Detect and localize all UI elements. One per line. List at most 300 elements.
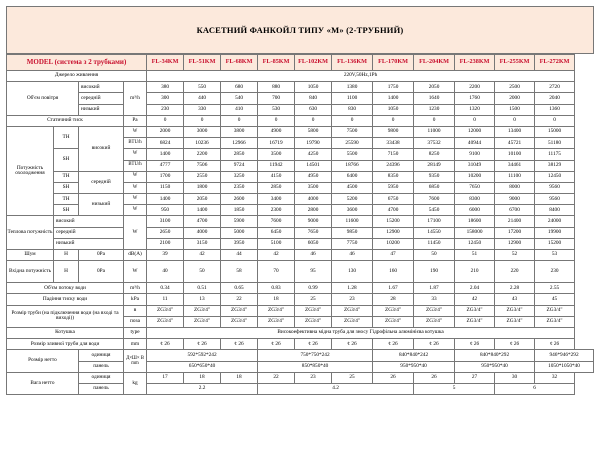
value-cell: 4900 — [258, 126, 295, 137]
size-value: 840*840*292 — [455, 350, 535, 361]
value-cell: 630 — [295, 104, 332, 115]
value-cell: 11942 — [258, 160, 295, 171]
drain-pipe-label: Розмір зливної труби для води — [7, 339, 124, 350]
unit-cell: BTU/h — [124, 160, 147, 171]
heating-row — [7, 238, 594, 249]
net-size-label: Розмір нетто — [7, 350, 79, 372]
value-cell: 1800 — [184, 182, 221, 193]
value-cell: ZG3/4" — [147, 316, 184, 327]
value-cell: 700 — [258, 93, 295, 104]
value-cell: 11000 — [414, 126, 455, 137]
value-cell: 4000 — [184, 227, 221, 238]
direction-label: в — [124, 305, 147, 316]
value-cell: 0 — [221, 115, 258, 126]
value-cell: 12900 — [495, 238, 535, 249]
value-cell: ZG3/4" — [147, 305, 184, 316]
power-supply-label: Джерело живлення — [7, 71, 147, 82]
value-cell: 17200 — [495, 227, 535, 238]
cooling-row — [7, 194, 594, 205]
unit-cell: W — [124, 126, 147, 137]
value-cell: 42 — [258, 250, 295, 261]
spec-table — [6, 54, 594, 395]
value-cell: 1100 — [332, 93, 373, 104]
value-cell: 5450 — [414, 205, 455, 216]
weight-value: 25 — [332, 372, 373, 383]
unit-cell: Pa — [124, 115, 147, 126]
value-cell: 0 — [147, 115, 184, 126]
value-cell: 0.34 — [147, 283, 184, 294]
pressure-label: 0Pa — [79, 261, 124, 283]
value-cell: 5900 — [221, 216, 258, 227]
unit-cell: Д×Ш× В mm — [124, 350, 147, 372]
value-cell: 19900 — [535, 227, 575, 238]
value-cell: 21400 — [495, 216, 535, 227]
value-cell: 28 — [373, 294, 414, 305]
value-cell: 15200 — [535, 238, 575, 249]
value-cell: ZG3/4" — [414, 316, 455, 327]
unit-cell: kPa — [124, 294, 147, 305]
value-cell: 44 — [221, 250, 258, 261]
weight-value: 17 — [147, 372, 184, 383]
value-cell: 2200 — [184, 149, 221, 160]
unit-cell: W — [124, 261, 147, 283]
value-cell: 0 — [295, 115, 332, 126]
model-name: FL-238KM — [455, 55, 495, 71]
value-cell: 18766 — [332, 160, 373, 171]
value-cell: 680 — [221, 82, 258, 93]
value-cell: 2000 — [147, 126, 184, 137]
value-cell: ¢ 26 — [455, 339, 495, 350]
value-cell: 3250 — [221, 171, 258, 182]
value-cell: 24396 — [373, 160, 414, 171]
value-cell: 1050 — [295, 82, 332, 93]
value-cell: 95 — [295, 261, 332, 283]
value-cell: 300 — [147, 93, 184, 104]
value-cell: 11100 — [495, 171, 535, 182]
value-cell: ZG3/4" — [184, 316, 221, 327]
weight-value: 5 — [414, 383, 495, 394]
value-cell: 190 — [414, 261, 455, 283]
value-cell: 40 — [147, 261, 184, 283]
unit-cell: W — [124, 149, 147, 160]
value-cell: 7150 — [373, 149, 414, 160]
value-cell: 1230 — [414, 104, 455, 115]
value-cell: 10200 — [455, 171, 495, 182]
value-cell: 0.83 — [258, 283, 295, 294]
value-cell: ZG3/4" — [373, 305, 414, 316]
value-cell: ¢ 26 — [184, 339, 221, 350]
unit-cell: m³/h — [124, 82, 147, 116]
net-weight-row — [7, 372, 594, 383]
coil-value: Високоефективна мідна труба для зносу Гідрофільна алюмінієва котушка — [147, 327, 575, 338]
value-cell: 8250 — [414, 149, 455, 160]
value-cell: 33438 — [373, 138, 414, 149]
value-cell: 0.51 — [184, 283, 221, 294]
value-cell: 18600 — [455, 216, 495, 227]
size-value: 950*950*40 — [373, 361, 455, 372]
mode-label: TH — [54, 171, 79, 182]
part-label: одиниця — [79, 350, 124, 361]
size-value: 592*592*242 — [147, 350, 258, 361]
value-cell: 38129 — [535, 160, 575, 171]
unit-cell: kg — [124, 372, 147, 394]
value-cell: 1850 — [221, 205, 258, 216]
value-cell: 9350 — [414, 171, 455, 182]
speed-label: високий — [79, 126, 124, 171]
value-cell: 9560 — [535, 182, 575, 193]
input-power-row — [7, 261, 594, 283]
value-cell: 7750 — [332, 238, 373, 249]
value-cell: 6000 — [455, 205, 495, 216]
value-cell: 230 — [535, 261, 575, 283]
value-cell: 3800 — [221, 126, 258, 137]
cooling-row — [7, 171, 594, 182]
value-cell: 1400 — [147, 149, 184, 160]
value-cell: 2300 — [258, 205, 295, 216]
value-cell: 7500 — [332, 126, 373, 137]
value-cell: 42 — [184, 250, 221, 261]
value-cell: 0 — [495, 115, 535, 126]
value-cell: 1500 — [495, 104, 535, 115]
size-value: 840*840*242 — [373, 350, 455, 361]
value-cell: 950 — [147, 205, 184, 216]
value-cell: ZG3/4" — [414, 305, 455, 316]
value-cell: 2000 — [495, 93, 535, 104]
value-cell: 15200 — [373, 216, 414, 227]
value-cell: 2650 — [147, 227, 184, 238]
value-cell: 22 — [221, 294, 258, 305]
value-cell: 10100 — [495, 149, 535, 160]
pipe-size-label: Розмір труби (на підключення води (на вході та виході)) — [7, 305, 124, 327]
value-cell: 52 — [495, 250, 535, 261]
coil-row — [7, 327, 594, 338]
value-cell: ¢ 26 — [147, 339, 184, 350]
weight-value: 4.2 — [258, 383, 414, 394]
value-cell: 3500 — [258, 149, 295, 160]
value-cell: 11 — [147, 294, 184, 305]
value-cell: 2.55 — [535, 283, 575, 294]
size-value: 850*850*40 — [258, 361, 373, 372]
value-cell: 2.28 — [495, 283, 535, 294]
value-cell: 47 — [373, 250, 414, 261]
mode-label: SH — [54, 205, 79, 216]
model-name: FL-102KM — [295, 55, 332, 71]
value-cell: 2800 — [295, 205, 332, 216]
value-cell: 10236 — [184, 138, 221, 149]
mode-label: SH — [54, 182, 79, 193]
coil-label: Котушка — [7, 327, 124, 338]
value-cell: 1360 — [535, 104, 575, 115]
part-label: панель — [79, 383, 124, 394]
value-cell: ZG3/4" — [332, 305, 373, 316]
value-cell: 1750 — [373, 82, 414, 93]
value-cell: 9560 — [535, 194, 575, 205]
value-cell: 1.67 — [373, 283, 414, 294]
speed-label: високий — [54, 216, 124, 227]
value-cell: 1400 — [373, 93, 414, 104]
value-cell: 7600 — [414, 194, 455, 205]
value-cell: 5100 — [258, 238, 295, 249]
value-cell: 53 — [535, 250, 575, 261]
model-label: MODEL (система з 2 трубками) — [7, 55, 147, 71]
weight-value: 26 — [373, 372, 414, 383]
unit-cell: mm — [124, 339, 147, 350]
value-cell: 51180 — [535, 138, 575, 149]
part-label: панель — [79, 361, 124, 372]
value-cell: 14550 — [414, 227, 455, 238]
net-size-row — [7, 350, 594, 361]
value-cell: ¢ 26 — [295, 339, 332, 350]
value-cell: 10200 — [373, 238, 414, 249]
value-cell: 6050 — [295, 238, 332, 249]
speed-label: високий — [79, 82, 124, 93]
weight-value: 27 — [455, 372, 495, 383]
value-cell: 43 — [495, 294, 535, 305]
unit-cell: m³/h — [124, 283, 147, 294]
value-cell: 0.65 — [221, 283, 258, 294]
value-cell: 550 — [184, 82, 221, 93]
value-cell: ¢ 26 — [332, 339, 373, 350]
water-flow-label: Об'єм потоку води — [7, 283, 124, 294]
value-cell: 5950 — [373, 182, 414, 193]
unit-cell: dB(A) — [124, 250, 147, 261]
value-cell: 2050 — [414, 82, 455, 93]
direction-label: поза — [124, 316, 147, 327]
value-cell: 2720 — [535, 82, 575, 93]
size-value: 650*650*40 — [147, 361, 258, 372]
value-cell: ¢ 26 — [535, 339, 575, 350]
value-cell: 2850 — [221, 149, 258, 160]
value-cell: 8400 — [535, 205, 575, 216]
value-cell: 12000 — [455, 126, 495, 137]
net-weight-label: Вага нетто — [7, 372, 79, 394]
weight-value: 26 — [414, 372, 455, 383]
pressure-label: 0Pa — [79, 250, 124, 261]
value-cell: 51 — [455, 250, 495, 261]
value-cell: 9100 — [455, 149, 495, 160]
model-name: FL-51KM — [184, 55, 221, 71]
value-cell: 45 — [535, 294, 575, 305]
size-value: 1050*1050*40 — [535, 361, 594, 372]
model-name: FL-136KM — [332, 55, 373, 71]
value-cell: 8000 — [495, 182, 535, 193]
value-cell: 2600 — [221, 194, 258, 205]
value-cell: 540 — [221, 93, 258, 104]
value-cell: 2.04 — [455, 283, 495, 294]
value-cell: 4250 — [295, 149, 332, 160]
value-cell: 2350 — [221, 182, 258, 193]
value-cell: 3950 — [221, 238, 258, 249]
speed-label: низький — [79, 194, 124, 216]
value-cell: 1400 — [147, 194, 184, 205]
value-cell: 0 — [373, 115, 414, 126]
value-cell: 5800 — [295, 126, 332, 137]
unit-cell: W — [124, 182, 147, 193]
value-cell: ¢ 26 — [414, 339, 455, 350]
value-cell: 7506 — [184, 160, 221, 171]
static-pressure-row — [7, 115, 594, 126]
value-cell: 42 — [455, 294, 495, 305]
value-cell: 5000 — [221, 227, 258, 238]
value-cell: 4150 — [258, 171, 295, 182]
value-cell: 1150 — [147, 182, 184, 193]
water-pressure-label: Падіння тиску води — [7, 294, 124, 305]
unit-cell: W — [124, 171, 147, 182]
value-cell: 0 — [535, 115, 575, 126]
noise-row — [7, 250, 594, 261]
value-cell: 5500 — [332, 149, 373, 160]
speed-label: низький — [79, 104, 124, 115]
speed-label: низький — [54, 238, 124, 249]
value-cell: 158000 — [455, 227, 495, 238]
value-cell: 17100 — [414, 216, 455, 227]
value-cell: 1.87 — [414, 283, 455, 294]
value-cell: 1400 — [184, 205, 221, 216]
value-cell: 1380 — [332, 82, 373, 93]
mode-label: SH — [54, 149, 79, 171]
value-cell: 2040 — [535, 93, 575, 104]
value-cell: ZG3/4" — [221, 316, 258, 327]
value-cell: 50 — [184, 261, 221, 283]
power-supply-row — [7, 71, 594, 82]
value-cell: 840 — [295, 93, 332, 104]
value-cell: 830 — [332, 104, 373, 115]
value-cell: 210 — [455, 261, 495, 283]
spec-sheet — [6, 6, 594, 460]
net-size-row — [7, 361, 594, 372]
model-name: FL-204KM — [414, 55, 455, 71]
value-cell: 24000 — [535, 216, 575, 227]
value-cell: 4500 — [332, 182, 373, 193]
value-cell: 3150 — [184, 238, 221, 249]
value-cell: ¢ 26 — [258, 339, 295, 350]
air-volume-label: Об'єм повітря — [7, 82, 79, 116]
speed-label: середній — [79, 171, 124, 193]
value-cell: 12900 — [373, 227, 414, 238]
value-cell: 530 — [258, 104, 295, 115]
value-cell: 16719 — [258, 138, 295, 149]
value-cell: ZG3/4" — [455, 316, 495, 327]
value-cell: 8350 — [373, 171, 414, 182]
value-cell: 410 — [221, 104, 258, 115]
model-name: FL-68KM — [221, 55, 258, 71]
value-cell: ZG3/4" — [495, 316, 535, 327]
value-cell: ZG3/4" — [455, 305, 495, 316]
value-cell: 4950 — [295, 171, 332, 182]
value-cell: 46 — [332, 250, 373, 261]
value-cell: 13400 — [495, 126, 535, 137]
size-value: 946*946*292 — [535, 350, 594, 361]
heating-row — [7, 227, 594, 238]
value-cell: 1050 — [373, 104, 414, 115]
value-cell: 9724 — [221, 160, 258, 171]
value-cell: 15000 — [535, 126, 575, 137]
value-cell: 40944 — [455, 138, 495, 149]
weight-value: 18 — [184, 372, 221, 383]
value-cell: 11175 — [535, 149, 575, 160]
value-cell: 0 — [455, 115, 495, 126]
value-cell: 6450 — [258, 227, 295, 238]
value-cell: 23 — [332, 294, 373, 305]
value-cell: 4700 — [184, 216, 221, 227]
heating-row — [7, 216, 594, 227]
value-cell: 0 — [258, 115, 295, 126]
noise-label: Шум — [7, 250, 54, 261]
weight-value: 23 — [295, 372, 332, 383]
weight-value: 6 — [495, 383, 575, 394]
mode-label: TH — [54, 194, 79, 205]
value-cell: 34461 — [495, 160, 535, 171]
value-cell: 12966 — [221, 138, 258, 149]
cooling-row — [7, 126, 594, 137]
value-cell: 4777 — [147, 160, 184, 171]
value-cell: 0 — [184, 115, 221, 126]
value-cell: ZG3/4" — [332, 316, 373, 327]
value-cell: ZG3/4" — [535, 305, 575, 316]
value-cell: 6400 — [332, 171, 373, 182]
value-cell: 3600 — [332, 205, 373, 216]
value-cell: 160 — [373, 261, 414, 283]
sheet-title: КАСЕТНИЙ ФАНКОЙЛ ТИПУ «М» (2-ТРУБНИЙ) — [6, 6, 594, 54]
weight-value: 2.2 — [147, 383, 258, 394]
value-cell: 33 — [414, 294, 455, 305]
value-cell: 7650 — [295, 227, 332, 238]
model-header-row — [7, 55, 594, 71]
value-cell: 18 — [258, 294, 295, 305]
value-cell: 3400 — [258, 194, 295, 205]
value-cell: 6824 — [147, 138, 184, 149]
weight-value: 30 — [495, 372, 535, 383]
value-cell: 11450 — [414, 238, 455, 249]
value-cell: 130 — [332, 261, 373, 283]
speed-label: середній — [54, 227, 124, 238]
value-cell: 12450 — [535, 171, 575, 182]
value-cell: 440 — [184, 93, 221, 104]
speed-label: середній — [79, 93, 124, 104]
value-cell: ¢ 26 — [495, 339, 535, 350]
value-cell: 0 — [414, 115, 455, 126]
value-cell: 2200 — [455, 82, 495, 93]
value-cell: ZG3/4" — [495, 305, 535, 316]
heating-label: Теплова потужність — [7, 216, 54, 250]
value-cell: 3500 — [295, 182, 332, 193]
value-cell: ZG3/4" — [295, 316, 332, 327]
value-cell: 4700 — [373, 205, 414, 216]
value-cell: 7650 — [455, 182, 495, 193]
value-cell: 230 — [147, 104, 184, 115]
value-cell: 37532 — [414, 138, 455, 149]
value-cell: ZG3/4" — [258, 305, 295, 316]
power-supply-value: 220V,50Hz,1Ph — [147, 71, 575, 82]
static-pressure-label: Статичний тиск — [7, 115, 124, 126]
value-cell: 7600 — [258, 216, 295, 227]
value-cell: 14501 — [295, 160, 332, 171]
unit-cell: W — [124, 194, 147, 205]
size-value: 950*950*40 — [455, 361, 535, 372]
value-cell: 46 — [295, 250, 332, 261]
value-cell: 9800 — [373, 126, 414, 137]
value-cell: 31049 — [455, 160, 495, 171]
value-cell: 2050 — [184, 194, 221, 205]
value-cell: 3000 — [184, 126, 221, 137]
unit-cell: type — [124, 327, 147, 338]
water-pressure-row — [7, 294, 594, 305]
value-cell: 9000 — [495, 194, 535, 205]
value-cell: 50 — [414, 250, 455, 261]
value-cell: 1320 — [455, 104, 495, 115]
value-cell: ¢ 26 — [373, 339, 414, 350]
value-cell: ZG3/4" — [184, 305, 221, 316]
